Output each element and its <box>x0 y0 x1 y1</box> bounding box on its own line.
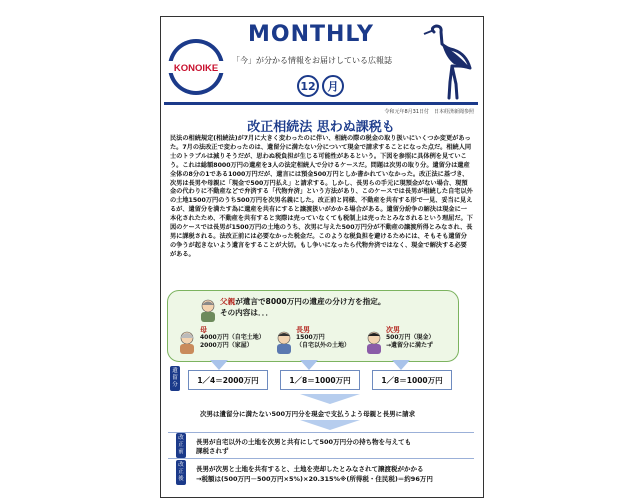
stork-icon <box>420 22 474 100</box>
before-text-2: 課税されず <box>196 447 229 455</box>
heir-second-son: 次男 500万円（現金） →遺留分に満たず <box>386 326 435 349</box>
share-mother: 1／4＝2000万円 <box>188 370 268 390</box>
after-text-2: →税額は(500万円－500万円×5%)×20.315%※(所得税・住民税)＝約96万円 <box>196 475 433 483</box>
after-text-1: 長男が次男と土地を共有すると、土地を売却したとみなされて譲渡税がかかる <box>196 465 424 473</box>
father-label: 父親 <box>220 297 236 306</box>
mother-icon <box>177 330 197 354</box>
before-text-1: 長男が自宅以外の土地を次男と共有にして500万円分の持ち物を与えても <box>196 438 412 446</box>
month-badge <box>297 74 344 98</box>
header-rule <box>164 102 478 105</box>
arrow-down-icon <box>392 360 410 370</box>
article-title: 改正相続法 思わぬ課税も <box>247 120 395 135</box>
eldest-son-icon <box>274 330 294 354</box>
tagline: 「今」が分かる情報をお届けしている広報誌 <box>232 56 392 65</box>
konoike-logo <box>166 37 226 97</box>
divider <box>168 458 474 459</box>
arrow-down-icon <box>300 420 360 430</box>
after-label: 改正後 <box>176 460 186 485</box>
svg-text:KONOIKE: KONOIKE <box>173 63 219 74</box>
month-number: 12 <box>297 75 319 97</box>
month-unit: 月 <box>322 75 344 97</box>
article-body: 民法の相続規定(相続法)が7月に大きく変わったのに伴い、相続の際の税金の取り扱いにいくつか変更があった。7月の法改正で変わったのは、遺留分に満たない分について現金で請求することになった点だ。相続人同士のトラブルは減りそうだが、思わぬ税負担が生じる可能性があるという。下図を参照に具体例を見ていこう。これは総額8000万円の遺産を3人の法定相続人で分けるケースだ。問題は次男の取り分。遺留分は遺産全体の8分の1である1000万円だが、遺言には預金500万円としか書かれていなかった。改正法に基づき、次男は長男や母親に「現金で500万円払え」と請求する。しかし、長男らの手元に現預金がない場合、現預金の代わりに不動産などで弁済する「代物弁済」という方法があり、このケースでは長男が相続した自宅以外の土地1500万円のうち500万円を次男名義にした。改正前と同様、不動産を共有する形で一見、妥当に見えるが、遺留分を満たす為に遺産を共有にすると譲渡扱いがかかる場合がある。遺留分紛争の解決は現金に一本化されたため、不動産を共有すると実際は売っていなくても税制上は売ったとみなされるという理屈だ。下図のケースでは長男が1500万円の土地のうち、次男に与えた500万円分が不動産の譲渡所得とみなされ、長男に課税される。法改正前には必要なかった税金だ。このような税負担を避けるためには、そもそも遺留分の争うが起きないよう遺言をすることが大切。もし争いになったら代物弁済ではなく、現金で解決する必要がある。 <box>170 135 473 258</box>
father-icon <box>198 298 218 322</box>
before-label: 改正前 <box>176 433 186 458</box>
divider <box>168 432 474 433</box>
scenario-heading-line2: その内容は．．． <box>220 308 274 317</box>
scenario-heading-rest: が遺言で8000万円の遺産の分け方を指定。 <box>235 297 386 306</box>
arrow-down-icon <box>210 360 228 370</box>
share-eldest-son: 1／8＝1000万円 <box>280 370 360 390</box>
heir-eldest-son: 長男 1500万円 （自宅以外の土地） <box>296 326 351 349</box>
share-second-son: 1／8＝1000万円 <box>372 370 452 390</box>
arrow-down-icon <box>300 360 318 370</box>
newsletter-title: MONTHLY <box>248 22 374 47</box>
arrow-down-icon <box>300 394 360 404</box>
dateline: 令和元年8月31日付 日本経済新聞参照 <box>384 109 474 115</box>
second-son-icon <box>364 330 384 354</box>
heir-mother: 母 4000万円（自宅土地） 2000万円（家屋） <box>200 326 265 349</box>
shares-label: 遺留分 <box>170 366 180 391</box>
claim-text: 次男は遺留分に満たない500万円分を現金で支払うよう母親と長男に請求 <box>200 410 416 418</box>
scenario-heading <box>220 296 460 318</box>
